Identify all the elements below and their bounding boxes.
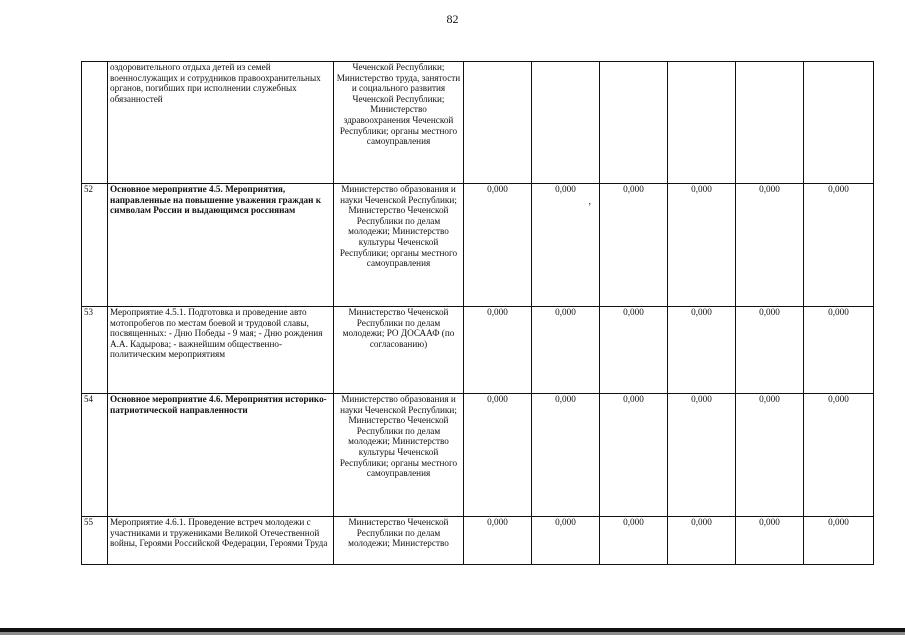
activity-name: Мероприятие 4.5.1. Подготовка и проведение авто мотопробегов по местам боевой и трудовой славы, посвященных: - Дню Победы - 9 мая; - Дню рождения А.А. Кадырова; - важнейшим общественно-политическим мероприятиям xyxy=(108,307,334,394)
row-number: 52 xyxy=(82,184,108,307)
funding-value xyxy=(600,62,668,184)
bottom-edge-shadow xyxy=(0,632,905,635)
activity-name: Основное мероприятие 4.5. Мероприятия, направленные на повышение уважения граждан к символам России и выдающимся россиянам xyxy=(108,184,334,307)
scan-speck: ’ xyxy=(588,202,592,213)
table-row xyxy=(82,517,874,565)
funding-value: 0,000 xyxy=(532,517,600,565)
funding-value: 0,000 xyxy=(736,307,804,394)
funding-value: 0,000 xyxy=(532,184,600,307)
row-number: 54 xyxy=(82,394,108,517)
executor-cell: Министерство Чеченской Республики по делам молодежи; РО ДОСААФ (по согласованию) xyxy=(334,307,464,394)
table-row xyxy=(82,394,874,517)
executor-cell: Министерство образования и науки Чеченской Республики; Министерство Чеченской Республики по делам молодежи; Министерство культуры Чеченской Республики; органы местного самоуправления xyxy=(334,184,464,307)
executor-cell: Чеченской Республики; Министерство труда, занятости и социального развития Чеченской Республики; Министерство здравоохранения Чеченской Республики; органы местного самоуправления xyxy=(334,62,464,184)
funding-value: 0,000 xyxy=(464,394,532,517)
funding-value: 0,000 xyxy=(668,517,736,565)
table-row xyxy=(82,184,874,307)
table-row xyxy=(82,62,874,184)
page-number: 82 xyxy=(446,12,459,26)
funding-value: 0,000 xyxy=(804,517,874,565)
row-number: 53 xyxy=(82,307,108,394)
row-number xyxy=(82,62,108,184)
executor-cell: Министерство образования и науки Чеченской Республики; Министерство Чеченской Республики по делам молодежи; Министерство культуры Чеченской Республики; органы местного самоуправления xyxy=(334,394,464,517)
funding-value xyxy=(804,62,874,184)
funding-value: 0,000 xyxy=(736,184,804,307)
funding-value xyxy=(464,62,532,184)
funding-value: 0,000 xyxy=(736,394,804,517)
funding-value: 0,000 xyxy=(804,394,874,517)
funding-value: 0,000 xyxy=(804,307,874,394)
activity-name: Мероприятие 4.6.1. Проведение встреч молодежи с участниками и тружениками Великой Отечественной войны, Героями Российской Федерации, Героями Труда xyxy=(108,517,334,565)
executor-cell: Министерство Чеченской Республики по делам молодежи; Министерство xyxy=(334,517,464,565)
funding-value: 0,000 xyxy=(736,517,804,565)
funding-value: 0,000 xyxy=(668,184,736,307)
table-row xyxy=(82,307,874,394)
funding-value xyxy=(736,62,804,184)
funding-value: 0,000 xyxy=(600,394,668,517)
funding-value: 0,000 xyxy=(600,184,668,307)
funding-value: 0,000 xyxy=(532,307,600,394)
funding-value: 0,000 xyxy=(532,394,600,517)
funding-value: 0,000 xyxy=(464,517,532,565)
budget-table xyxy=(81,61,874,565)
funding-value: 0,000 xyxy=(804,184,874,307)
funding-value: 0,000 xyxy=(464,184,532,307)
row-number: 55 xyxy=(82,517,108,565)
funding-value: 0,000 xyxy=(464,307,532,394)
activity-name: оздоровительного отдыха детей из семей военнослужащих и сотрудников правоохранительных органов, погибших при исполнении служебных обязанностей xyxy=(108,62,334,184)
funding-value xyxy=(532,62,600,184)
activity-name: Основное мероприятие 4.6. Мероприятия историко-патриотической направленности xyxy=(108,394,334,517)
funding-value: 0,000 xyxy=(668,307,736,394)
funding-value: 0,000 xyxy=(600,517,668,565)
funding-value: 0,000 xyxy=(600,307,668,394)
funding-value: 0,000 xyxy=(668,394,736,517)
funding-value xyxy=(668,62,736,184)
